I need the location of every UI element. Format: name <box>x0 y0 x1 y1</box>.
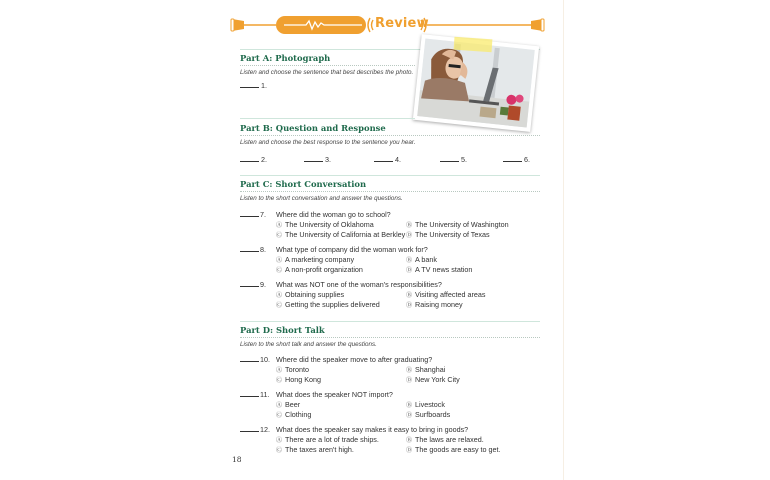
option-letter-icon: Ⓑ <box>406 368 413 374</box>
option-b[interactable] <box>406 400 445 409</box>
option-letter-icon: Ⓒ <box>276 303 283 309</box>
option-a[interactable] <box>276 220 374 229</box>
answer-blank-4[interactable] <box>374 155 401 164</box>
option-a[interactable] <box>276 365 309 374</box>
option-letter-icon: Ⓑ <box>406 258 413 264</box>
option-c[interactable] <box>276 445 354 454</box>
answer-blank-1[interactable] <box>240 81 267 90</box>
option-d[interactable] <box>406 265 472 274</box>
option-letter-icon: Ⓓ <box>406 378 413 384</box>
review-banner <box>228 12 548 38</box>
question-number: 7. <box>260 210 266 219</box>
option-letter-icon: Ⓓ <box>406 268 413 274</box>
option-letter-icon: Ⓒ <box>276 448 283 454</box>
banner-title: Review <box>375 16 429 31</box>
option-text: Obtaining supplies <box>285 290 345 299</box>
item-number: 1. <box>261 81 267 90</box>
option-letter-icon: Ⓐ <box>276 223 283 229</box>
option-b[interactable] <box>406 290 485 299</box>
option-letter-icon: Ⓓ <box>406 303 413 309</box>
answer-blank-3[interactable] <box>304 155 331 164</box>
option-letter-icon: Ⓐ <box>276 403 283 409</box>
question-number: 10. <box>260 355 270 364</box>
item-number: 4. <box>395 155 401 164</box>
question-text: What does the speaker say makes it easy to bring in goods? <box>276 425 469 434</box>
option-text: A marketing company <box>285 255 355 264</box>
item-number: 5. <box>461 155 467 164</box>
option-letter-icon: Ⓓ <box>406 413 413 419</box>
option-letter-icon: Ⓒ <box>276 233 283 239</box>
option-c[interactable] <box>276 230 405 239</box>
option-text: Livestock <box>415 400 445 409</box>
question-text: What type of company did the woman work for? <box>276 245 428 254</box>
option-text: The University of Oklahoma <box>285 220 374 229</box>
part-d-heading: Part D: Short Talk <box>240 325 325 335</box>
option-letter-icon: Ⓐ <box>276 258 283 264</box>
option-a[interactable] <box>276 290 344 299</box>
option-text: A TV news station <box>415 265 473 274</box>
option-letter-icon: Ⓓ <box>406 448 413 454</box>
option-text: Beer <box>285 400 301 409</box>
option-c[interactable] <box>276 265 363 274</box>
option-letter-icon: Ⓒ <box>276 268 283 274</box>
answer-blank-7[interactable] <box>240 210 261 219</box>
page-edge-divider <box>563 0 564 480</box>
question-text: Where did the woman go to school? <box>276 210 391 219</box>
option-text: Clothing <box>285 410 312 419</box>
option-b[interactable] <box>406 220 509 229</box>
option-b[interactable] <box>406 435 484 444</box>
part-c-top-rule <box>240 175 540 176</box>
option-d[interactable] <box>406 445 501 454</box>
option-d[interactable] <box>406 230 490 239</box>
option-text: The University of Texas <box>415 230 490 239</box>
part-a-instruction: Listen and choose the sentence that best describes the photo. <box>240 69 414 76</box>
part-b-top-rule <box>240 118 415 119</box>
option-b[interactable] <box>406 255 437 264</box>
option-text: Raising money <box>415 300 463 309</box>
part-d-dotted-rule <box>240 337 540 338</box>
option-text: Toronto <box>285 365 309 374</box>
question-number: 11. <box>260 390 270 399</box>
option-text: The goods are easy to get. <box>415 445 501 454</box>
part-b-instruction: Listen and choose the best response to the sentence you hear. <box>240 139 416 146</box>
part-c-instruction: Listen to the short conversation and answer the questions. <box>240 195 403 202</box>
photo-image <box>417 38 535 127</box>
option-c[interactable] <box>276 375 321 384</box>
option-text: Shanghai <box>415 365 446 374</box>
answer-blank-11[interactable] <box>240 390 261 399</box>
question-text: Where did the speaker move to after graduating? <box>276 355 433 364</box>
option-letter-icon: Ⓒ <box>276 378 283 384</box>
option-c[interactable] <box>276 410 311 419</box>
question-number: 12. <box>260 425 270 434</box>
question-number: 9. <box>260 280 266 289</box>
option-text: A bank <box>415 255 437 264</box>
part-a-dotted-rule <box>240 65 415 66</box>
answer-blank-2[interactable] <box>240 155 267 164</box>
option-letter-icon: Ⓑ <box>406 223 413 229</box>
photo-tape <box>454 37 493 53</box>
answer-blank-6[interactable] <box>503 155 530 164</box>
option-c[interactable] <box>276 300 380 309</box>
option-text: Visiting affected areas <box>415 290 486 299</box>
option-letter-icon: Ⓐ <box>276 438 283 444</box>
option-text: Surfboards <box>415 410 451 419</box>
item-number: 6. <box>524 155 530 164</box>
part-b-dotted-rule <box>240 135 540 136</box>
answer-blank-8[interactable] <box>240 245 261 254</box>
option-a[interactable] <box>276 400 300 409</box>
item-number: 3. <box>325 155 331 164</box>
answer-blank-5[interactable] <box>440 155 467 164</box>
option-text: Hong Kong <box>285 375 321 384</box>
part-d-top-rule <box>240 321 540 322</box>
answer-blank-9[interactable] <box>240 280 261 289</box>
part-c-heading: Part C: Short Conversation <box>240 179 367 189</box>
option-text: The University of California at Berkley <box>285 230 406 239</box>
page-number: 18 <box>232 455 242 464</box>
option-d[interactable] <box>406 300 463 309</box>
option-d[interactable] <box>406 375 460 384</box>
option-text: A non-profit organization <box>285 265 363 274</box>
answer-blank-12[interactable] <box>240 425 261 434</box>
option-letter-icon: Ⓒ <box>276 413 283 419</box>
option-text: The laws are relaxed. <box>415 435 484 444</box>
question-text: What does the speaker NOT import? <box>276 390 393 399</box>
option-text: Getting the supplies delivered <box>285 300 380 309</box>
option-d[interactable] <box>406 410 450 419</box>
option-text: There are a lot of trade ships. <box>285 435 379 444</box>
part-c-dotted-rule <box>240 191 540 192</box>
option-letter-icon: Ⓓ <box>406 233 413 239</box>
option-b[interactable] <box>406 365 445 374</box>
part-d-instruction: Listen to the short talk and answer the questions. <box>240 341 377 348</box>
question-text: What was NOT one of the woman's responsibilities? <box>276 280 442 289</box>
question-number: 8. <box>260 245 266 254</box>
option-a[interactable] <box>276 435 379 444</box>
option-text: The taxes aren't high. <box>285 445 354 454</box>
option-letter-icon: Ⓐ <box>276 293 283 299</box>
option-letter-icon: Ⓑ <box>406 403 413 409</box>
option-text: New York City <box>415 375 460 384</box>
option-text: The University of Washington <box>415 220 509 229</box>
option-letter-icon: Ⓑ <box>406 438 413 444</box>
answer-blank-10[interactable] <box>240 355 261 364</box>
part-a-heading: Part A: Photograph <box>240 53 331 63</box>
part-b-heading: Part B: Question and Response <box>240 123 386 133</box>
option-letter-icon: Ⓑ <box>406 293 413 299</box>
option-letter-icon: Ⓐ <box>276 368 283 374</box>
option-a[interactable] <box>276 255 354 264</box>
item-number: 2. <box>261 155 267 164</box>
